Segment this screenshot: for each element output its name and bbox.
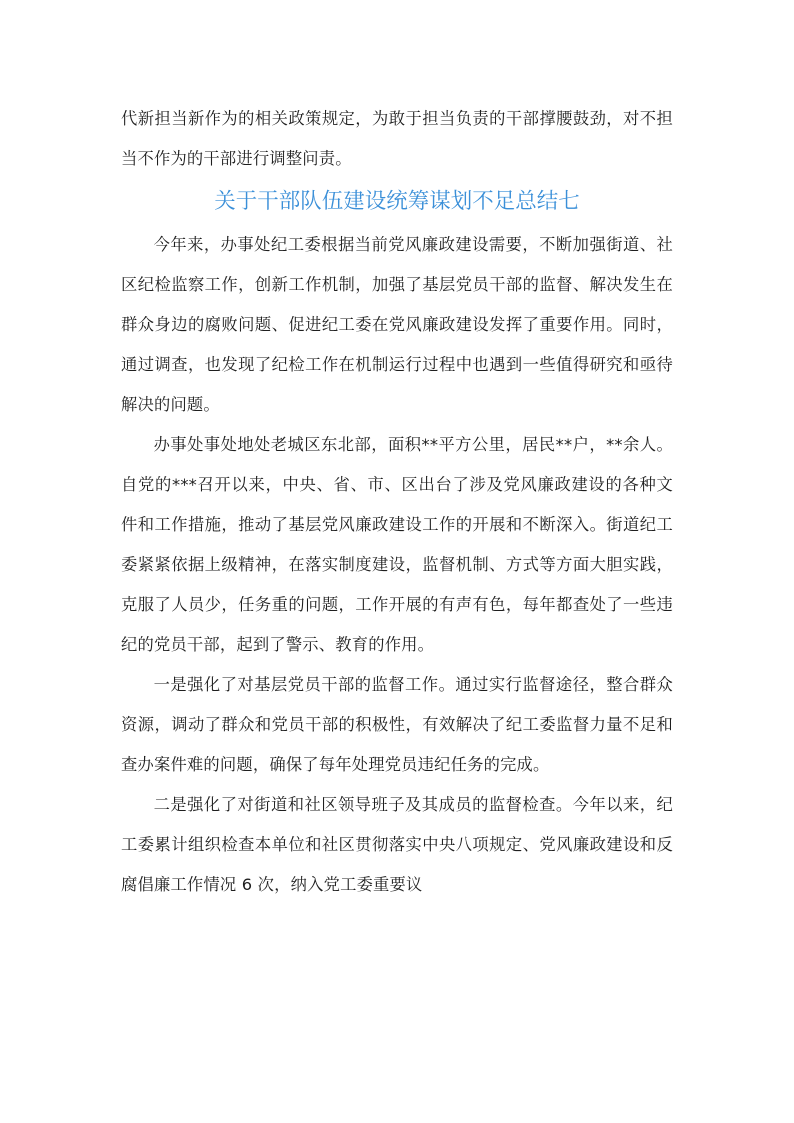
body-paragraph-3: 一是强化了对基层党员干部的监督工作。通过实行监督途径，整合群众资源，调动了群众和党员干部的积极性，有效解决了纪工委监督力量不足和查办案件难的问题，确保了每年处理党员违纪任务的完成。	[121, 675, 673, 774]
section-heading: 关于干部队伍建设统筹谋划不足总结七	[214, 189, 580, 214]
intro-paragraph: 代新担当新作为的相关政策规定，为敢于担当负责的干部撑腰鼓劲，对不担当不作为的干部进行调整问责。	[121, 109, 673, 168]
body-paragraph-4: 二是强化了对街道和社区领导班子及其成员的监督检查。今年以来，纪工委累计组织检查本单位和社区贯彻落实中央八项规定、党风廉政建设和反腐倡廉工作情况 6 次，纳入党工委重要议	[121, 795, 673, 894]
body-paragraph-1: 今年来，办事处纪工委根据当前党风廉政建设需要，不断加强街道、社区纪检监察工作，创新工作机制，加强了基层党员干部的监督、解决发生在群众身边的腐败问题、促进纪工委在党风廉政建设发挥了重要作用。同时，通过调查，也发现了纪检工作在机制运行过程中也遇到一些值得研究和亟待解决的问题。	[121, 235, 673, 414]
body-paragraph-2: 办事处事处地处老城区东北部，面积**平方公里，居民**户，**余人。自党的***召开以来，中央、省、市、区出台了涉及党风廉政建设的各种文件和工作措施，推动了基层党风廉政建设工作的开展和不断深入。街道纪工委紧紧依据上级精神，在落实制度建设，监督机制、方式等方面大胆实践，克服了人员少，任务重的问题，工作开展的有声有色，每年都查处了一些违纪的党员干部，起到了警示、教育的作用。	[121, 435, 673, 654]
document-body	[121, 99, 673, 905]
